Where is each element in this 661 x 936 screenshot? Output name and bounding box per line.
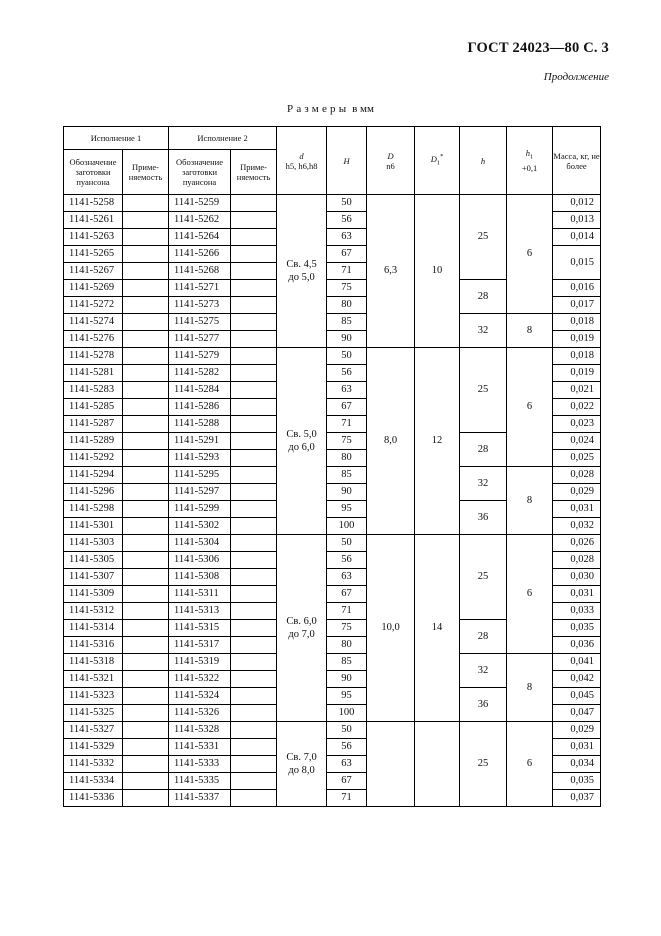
- mass-value: 0,015: [553, 246, 601, 280]
- applicability-exec1: [123, 348, 169, 365]
- applicability-exec1: [123, 280, 169, 297]
- header-D1-index: 1: [436, 159, 441, 167]
- applicability-exec1: [123, 603, 169, 620]
- designation-exec1: 1141-5325: [64, 705, 123, 722]
- designation-exec2: 1141-5264: [169, 229, 231, 246]
- document-header: ГОСТ 24023—80 С. 3: [467, 40, 609, 56]
- designation-exec2: 1141-5295: [169, 467, 231, 484]
- mass-value: 0,029: [553, 484, 601, 501]
- applicability-exec2: [231, 705, 277, 722]
- applicability-exec2: [231, 790, 277, 807]
- table-row: [64, 195, 601, 212]
- dimensions-table: [63, 126, 601, 807]
- designation-exec2: 1141-5333: [169, 756, 231, 773]
- designation-exec1: 1141-5329: [64, 739, 123, 756]
- designation-exec1: 1141-5292: [64, 450, 123, 467]
- applicability-exec2: [231, 365, 277, 382]
- applicability-exec1: [123, 263, 169, 280]
- header-mass: Масса, кг, не более: [553, 127, 601, 195]
- applicability-exec1: [123, 501, 169, 518]
- diameter-D1: [415, 722, 460, 807]
- mass-value: 0,042: [553, 671, 601, 688]
- designation-exec1: 1141-5278: [64, 348, 123, 365]
- height-h1: 6: [507, 195, 553, 314]
- designation-exec2: 1141-5286: [169, 399, 231, 416]
- diameter-range: Св. 5,0 до 6,0: [277, 348, 327, 535]
- height-H: 71: [327, 263, 367, 280]
- designation-exec1: 1141-5263: [64, 229, 123, 246]
- mass-value: 0,047: [553, 705, 601, 722]
- mass-value: 0,022: [553, 399, 601, 416]
- applicability-exec1: [123, 569, 169, 586]
- applicability-exec1: [123, 195, 169, 212]
- applicability-exec1: [123, 365, 169, 382]
- height-H: 50: [327, 535, 367, 552]
- designation-exec1: 1141-5305: [64, 552, 123, 569]
- mass-value: 0,028: [553, 467, 601, 484]
- designation-exec2: 1141-5317: [169, 637, 231, 654]
- mass-value: 0,037: [553, 790, 601, 807]
- applicability-exec2: [231, 382, 277, 399]
- height-H: 75: [327, 280, 367, 297]
- mass-value: 0,023: [553, 416, 601, 433]
- designation-exec2: 1141-5319: [169, 654, 231, 671]
- designation-exec2: 1141-5311: [169, 586, 231, 603]
- height-H: 56: [327, 739, 367, 756]
- applicability-exec2: [231, 280, 277, 297]
- height-H: 56: [327, 552, 367, 569]
- mass-value: 0,024: [553, 433, 601, 450]
- designation-exec1: 1141-5258: [64, 195, 123, 212]
- applicability-exec2: [231, 535, 277, 552]
- header-e1-applicability: Приме-няемость: [123, 150, 169, 195]
- applicability-exec2: [231, 229, 277, 246]
- table-row: [64, 467, 601, 484]
- applicability-exec1: [123, 552, 169, 569]
- height-H: 75: [327, 620, 367, 637]
- mass-value: 0,041: [553, 654, 601, 671]
- applicability-exec2: [231, 467, 277, 484]
- designation-exec1: 1141-5296: [64, 484, 123, 501]
- height-h1: 8: [507, 654, 553, 722]
- header-D1: [415, 127, 460, 195]
- applicability-exec1: [123, 212, 169, 229]
- applicability-exec2: [231, 586, 277, 603]
- applicability-exec2: [231, 501, 277, 518]
- height-H: 90: [327, 484, 367, 501]
- applicability-exec1: [123, 416, 169, 433]
- applicability-exec2: [231, 331, 277, 348]
- applicability-exec2: [231, 246, 277, 263]
- applicability-exec1: [123, 297, 169, 314]
- diameter-D: [367, 722, 415, 807]
- designation-exec1: 1141-5287: [64, 416, 123, 433]
- height-h: 28: [460, 280, 507, 314]
- applicability-exec1: [123, 246, 169, 263]
- applicability-exec2: [231, 603, 277, 620]
- height-h: 36: [460, 501, 507, 535]
- designation-exec1: 1141-5314: [64, 620, 123, 637]
- height-h: 25: [460, 195, 507, 280]
- height-h: 28: [460, 620, 507, 654]
- height-h: 32: [460, 314, 507, 348]
- designation-exec1: 1141-5289: [64, 433, 123, 450]
- height-H: 85: [327, 654, 367, 671]
- mass-value: 0,033: [553, 603, 601, 620]
- header-e2-applicability: Приме-няемость: [231, 150, 277, 195]
- header-h: [460, 127, 507, 195]
- applicability-exec1: [123, 433, 169, 450]
- height-H: 90: [327, 331, 367, 348]
- height-h1: 6: [507, 722, 553, 807]
- applicability-exec1: [123, 229, 169, 246]
- designation-exec1: 1141-5321: [64, 671, 123, 688]
- height-H: 95: [327, 501, 367, 518]
- designation-exec2: 1141-5331: [169, 739, 231, 756]
- height-H: 63: [327, 229, 367, 246]
- designation-exec2: 1141-5337: [169, 790, 231, 807]
- size-group: [64, 195, 601, 348]
- applicability-exec1: [123, 739, 169, 756]
- designation-exec1: 1141-5272: [64, 297, 123, 314]
- mass-value: 0,017: [553, 297, 601, 314]
- designation-exec1: 1141-5301: [64, 518, 123, 535]
- designation-exec1: 1141-5336: [64, 790, 123, 807]
- applicability-exec1: [123, 671, 169, 688]
- header-h1-tolerance: +0,1: [521, 162, 538, 173]
- designation-exec2: 1141-5288: [169, 416, 231, 433]
- applicability-exec1: [123, 467, 169, 484]
- designation-exec2: 1141-5302: [169, 518, 231, 535]
- height-H: 90: [327, 671, 367, 688]
- header-execution-1: Исполнение 1: [64, 127, 169, 150]
- applicability-exec1: [123, 535, 169, 552]
- header-execution-2: Исполнение 2: [169, 127, 277, 150]
- applicability-exec1: [123, 314, 169, 331]
- designation-exec2: 1141-5266: [169, 246, 231, 263]
- designation-exec1: 1141-5327: [64, 722, 123, 739]
- designation-exec2: 1141-5293: [169, 450, 231, 467]
- designation-exec2: 1141-5284: [169, 382, 231, 399]
- designation-exec1: 1141-5309: [64, 586, 123, 603]
- mass-value: 0,045: [553, 688, 601, 705]
- height-h: 28: [460, 433, 507, 467]
- applicability-exec2: [231, 722, 277, 739]
- diameter-D: 10,0: [367, 535, 415, 722]
- height-H: 85: [327, 467, 367, 484]
- size-group: [64, 535, 601, 722]
- header-d-tolerance: h5, h6,h8: [285, 160, 318, 171]
- designation-exec2: 1141-5299: [169, 501, 231, 518]
- applicability-exec1: [123, 705, 169, 722]
- header-h1-symbol: h: [525, 148, 531, 159]
- applicability-exec2: [231, 688, 277, 705]
- applicability-exec2: [231, 518, 277, 535]
- applicability-exec1: [123, 620, 169, 637]
- size-group: [64, 348, 601, 535]
- height-H: 85: [327, 314, 367, 331]
- designation-exec2: 1141-5268: [169, 263, 231, 280]
- designation-exec1: 1141-5303: [64, 535, 123, 552]
- applicability-exec2: [231, 212, 277, 229]
- applicability-exec2: [231, 773, 277, 790]
- designation-exec1: 1141-5267: [64, 263, 123, 280]
- applicability-exec1: [123, 450, 169, 467]
- height-H: 67: [327, 246, 367, 263]
- table-row: [64, 314, 601, 331]
- designation-exec1: 1141-5323: [64, 688, 123, 705]
- diameter-D1: 10: [415, 195, 460, 348]
- designation-exec2: 1141-5326: [169, 705, 231, 722]
- designation-exec1: 1141-5283: [64, 382, 123, 399]
- mass-value: 0,019: [553, 331, 601, 348]
- size-group: [64, 722, 601, 807]
- mass-value: 0,031: [553, 586, 601, 603]
- height-H: 56: [327, 365, 367, 382]
- diameter-D: 6,3: [367, 195, 415, 348]
- designation-exec2: 1141-5322: [169, 671, 231, 688]
- designation-exec2: 1141-5277: [169, 331, 231, 348]
- header-D-symbol: D: [387, 150, 394, 161]
- height-h: 32: [460, 654, 507, 688]
- designation-exec1: 1141-5332: [64, 756, 123, 773]
- applicability-exec2: [231, 450, 277, 467]
- designation-exec2: 1141-5306: [169, 552, 231, 569]
- designation-exec1: 1141-5307: [64, 569, 123, 586]
- mass-value: 0,013: [553, 212, 601, 229]
- applicability-exec2: [231, 620, 277, 637]
- designation-exec1: 1141-5276: [64, 331, 123, 348]
- designation-exec1: 1141-5294: [64, 467, 123, 484]
- header-D-tolerance: n6: [386, 160, 395, 171]
- height-h1: 8: [507, 314, 553, 348]
- designation-exec1: 1141-5261: [64, 212, 123, 229]
- designation-exec2: 1141-5291: [169, 433, 231, 450]
- height-H: 71: [327, 603, 367, 620]
- header-d-symbol: d: [299, 150, 304, 161]
- applicability-exec2: [231, 552, 277, 569]
- mass-value: 0,025: [553, 450, 601, 467]
- diameter-D1: 12: [415, 348, 460, 535]
- applicability-exec2: [231, 399, 277, 416]
- applicability-exec2: [231, 416, 277, 433]
- diameter-range: Св. 6,0 до 7,0: [277, 535, 327, 722]
- applicability-exec1: [123, 722, 169, 739]
- table-row: [64, 722, 601, 739]
- applicability-exec1: [123, 773, 169, 790]
- mass-value: 0,018: [553, 314, 601, 331]
- applicability-exec1: [123, 518, 169, 535]
- height-H: 63: [327, 569, 367, 586]
- mass-value: 0,030: [553, 569, 601, 586]
- designation-exec2: 1141-5304: [169, 535, 231, 552]
- applicability-exec1: [123, 331, 169, 348]
- applicability-exec2: [231, 756, 277, 773]
- height-H: 50: [327, 195, 367, 212]
- height-H: 75: [327, 433, 367, 450]
- height-H: 95: [327, 688, 367, 705]
- mass-value: 0,031: [553, 739, 601, 756]
- height-H: 63: [327, 756, 367, 773]
- height-h: 25: [460, 535, 507, 620]
- applicability-exec1: [123, 484, 169, 501]
- diameter-range: Св. 7,0 до 8,0: [277, 722, 327, 807]
- header-D: [367, 127, 415, 195]
- height-h: 32: [460, 467, 507, 501]
- table-row: [64, 535, 601, 552]
- continuation-label: Продолжение: [543, 71, 609, 83]
- designation-exec2: 1141-5273: [169, 297, 231, 314]
- designation-exec1: 1141-5281: [64, 365, 123, 382]
- table-caption: [0, 103, 661, 115]
- applicability-exec2: [231, 484, 277, 501]
- designation-exec1: 1141-5265: [64, 246, 123, 263]
- applicability-exec2: [231, 314, 277, 331]
- mass-value: 0,034: [553, 756, 601, 773]
- applicability-exec2: [231, 637, 277, 654]
- designation-exec1: 1141-5298: [64, 501, 123, 518]
- designation-exec1: 1141-5274: [64, 314, 123, 331]
- mass-value: 0,018: [553, 348, 601, 365]
- designation-exec2: 1141-5271: [169, 280, 231, 297]
- height-H: 67: [327, 773, 367, 790]
- caption-dimensions: Размеры: [287, 103, 350, 115]
- caption-units: в мм: [352, 103, 374, 115]
- designation-exec1: 1141-5318: [64, 654, 123, 671]
- table-row: [64, 348, 601, 365]
- header-e1-designation: Обозначение заготовки пуансона: [64, 150, 123, 195]
- header-h-symbol: h: [480, 155, 486, 166]
- height-h: 36: [460, 688, 507, 722]
- height-H: 100: [327, 518, 367, 535]
- header-h1-index: 1: [530, 153, 534, 161]
- height-H: 80: [327, 297, 367, 314]
- table-row: [64, 654, 601, 671]
- height-H: 100: [327, 705, 367, 722]
- header-h1: [507, 127, 553, 195]
- applicability-exec2: [231, 654, 277, 671]
- designation-exec2: 1141-5262: [169, 212, 231, 229]
- applicability-exec2: [231, 348, 277, 365]
- height-H: 50: [327, 722, 367, 739]
- mass-value: 0,026: [553, 535, 601, 552]
- mass-value: 0,036: [553, 637, 601, 654]
- header-D1-symbol: D: [430, 154, 437, 165]
- applicability-exec2: [231, 433, 277, 450]
- header-H-symbol: H: [343, 155, 350, 166]
- applicability-exec2: [231, 569, 277, 586]
- designation-exec2: 1141-5279: [169, 348, 231, 365]
- designation-exec2: 1141-5297: [169, 484, 231, 501]
- mass-value: 0,031: [553, 501, 601, 518]
- applicability-exec2: [231, 263, 277, 280]
- designation-exec1: 1141-5285: [64, 399, 123, 416]
- height-h1: 6: [507, 348, 553, 467]
- designation-exec1: 1141-5312: [64, 603, 123, 620]
- height-H: 71: [327, 790, 367, 807]
- height-h: 25: [460, 348, 507, 433]
- mass-value: 0,028: [553, 552, 601, 569]
- height-H: 56: [327, 212, 367, 229]
- designation-exec2: 1141-5275: [169, 314, 231, 331]
- applicability-exec1: [123, 790, 169, 807]
- height-H: 50: [327, 348, 367, 365]
- applicability-exec2: [231, 195, 277, 212]
- height-h1: 8: [507, 467, 553, 535]
- applicability-exec1: [123, 586, 169, 603]
- applicability-exec1: [123, 382, 169, 399]
- height-H: 67: [327, 586, 367, 603]
- header-H: [327, 127, 367, 195]
- height-h1: 6: [507, 535, 553, 654]
- applicability-exec2: [231, 671, 277, 688]
- designation-exec1: 1141-5334: [64, 773, 123, 790]
- designation-exec2: 1141-5308: [169, 569, 231, 586]
- designation-exec2: 1141-5328: [169, 722, 231, 739]
- mass-value: 0,035: [553, 620, 601, 637]
- mass-value: 0,029: [553, 722, 601, 739]
- mass-value: 0,035: [553, 773, 601, 790]
- mass-value: 0,032: [553, 518, 601, 535]
- designation-exec2: 1141-5315: [169, 620, 231, 637]
- height-h: 25: [460, 722, 507, 807]
- mass-value: 0,019: [553, 365, 601, 382]
- diameter-D: 8,0: [367, 348, 415, 535]
- applicability-exec1: [123, 637, 169, 654]
- header-d: [277, 127, 327, 195]
- applicability-exec2: [231, 739, 277, 756]
- height-H: 63: [327, 382, 367, 399]
- height-H: 67: [327, 399, 367, 416]
- mass-value: 0,012: [553, 195, 601, 212]
- diameter-D1: 14: [415, 535, 460, 722]
- mass-value: 0,016: [553, 280, 601, 297]
- mass-value: 0,014: [553, 229, 601, 246]
- height-H: 71: [327, 416, 367, 433]
- applicability-exec1: [123, 654, 169, 671]
- mass-value: 0,021: [553, 382, 601, 399]
- diameter-range: Св. 4,5 до 5,0: [277, 195, 327, 348]
- designation-exec1: 1141-5316: [64, 637, 123, 654]
- height-H: 80: [327, 637, 367, 654]
- designation-exec2: 1141-5324: [169, 688, 231, 705]
- designation-exec2: 1141-5259: [169, 195, 231, 212]
- designation-exec2: 1141-5335: [169, 773, 231, 790]
- designation-exec2: 1141-5313: [169, 603, 231, 620]
- applicability-exec2: [231, 297, 277, 314]
- height-H: 80: [327, 450, 367, 467]
- header-e2-designation: Обозначение заготовки пуансона: [169, 150, 231, 195]
- applicability-exec1: [123, 688, 169, 705]
- header-D1-star: *: [440, 153, 444, 161]
- designation-exec2: 1141-5282: [169, 365, 231, 382]
- applicability-exec1: [123, 756, 169, 773]
- applicability-exec1: [123, 399, 169, 416]
- designation-exec1: 1141-5269: [64, 280, 123, 297]
